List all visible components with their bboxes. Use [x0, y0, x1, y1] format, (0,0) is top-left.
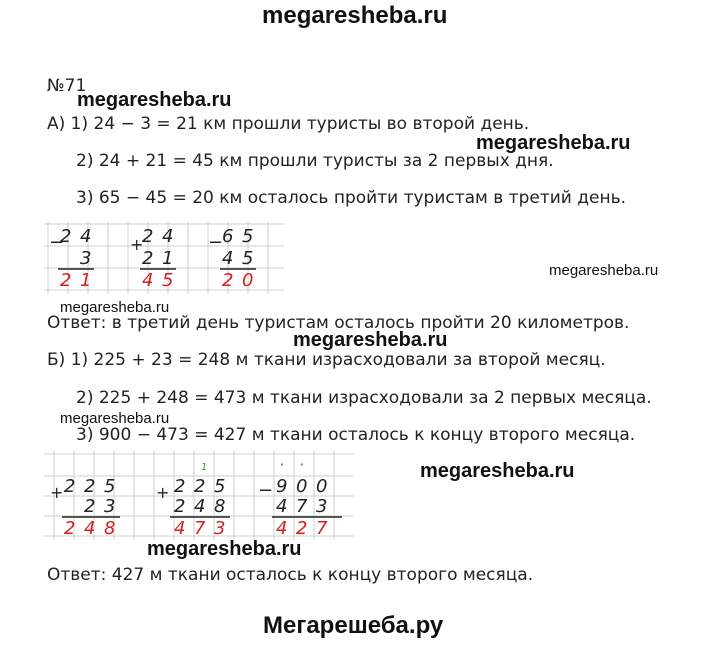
- result-digit: 2: [60, 270, 72, 291]
- digit: 0: [316, 476, 328, 497]
- digit: 2: [60, 226, 72, 247]
- part-a-step-2: 2) 24 + 21 = 45 км прошли туристы за 2 первых дня.: [76, 151, 554, 171]
- part-b-step-2: 2) 225 + 248 = 473 м ткани израсходовали за 2 первых месяца.: [76, 388, 652, 408]
- result-digit: 1: [80, 270, 92, 291]
- watermark: megaresheba.ru: [476, 132, 631, 154]
- digit: 7: [296, 496, 308, 517]
- result-digit: 8: [104, 518, 116, 539]
- part-a-step-3: 3) 65 − 45 = 20 км осталось пройти туристам в третий день.: [76, 188, 626, 208]
- digit: 5: [214, 476, 226, 497]
- part-a-answer: Ответ: в третий день туристам осталось пройти 20 километров.: [47, 313, 630, 333]
- digit: 1: [162, 248, 174, 269]
- part-b-step-3: 3) 900 − 473 = 427 м ткани осталось к концу второго месяца.: [76, 425, 636, 445]
- operator-minus: −: [258, 480, 274, 501]
- watermark: megaresheba.ru: [77, 89, 232, 111]
- problem-number: №71: [47, 76, 87, 96]
- digit: 2: [174, 476, 186, 497]
- result-digit: 4: [142, 270, 154, 291]
- operator-minus: −: [49, 232, 65, 253]
- digit: 0: [296, 476, 308, 497]
- result-digit: 7: [316, 518, 328, 539]
- result-digit: 4: [276, 518, 288, 539]
- digit: 3: [104, 496, 116, 517]
- digit: 9: [276, 476, 288, 497]
- result-digit: 2: [64, 518, 76, 539]
- result-digit: 2: [222, 270, 234, 291]
- operator-plus: +: [50, 483, 64, 502]
- digit: 5: [104, 476, 116, 497]
- digit: 4: [162, 226, 174, 247]
- operator-plus: +: [156, 483, 170, 502]
- digit: 3: [316, 496, 328, 517]
- operator-plus: +: [130, 235, 144, 254]
- watermark: megaresheba.ru: [60, 299, 170, 316]
- digit: 5: [242, 248, 254, 269]
- digit: 5: [242, 226, 254, 247]
- result-digit: 4: [174, 518, 186, 539]
- watermark: megaresheba.ru: [420, 460, 575, 482]
- digit: 2: [142, 226, 154, 247]
- digit: 2: [84, 496, 96, 517]
- result-digit: 4: [84, 518, 96, 539]
- result-digit: 3: [214, 518, 226, 539]
- part-a-step-1: А) 1) 24 − 3 = 21 км прошли туристы во второй день.: [47, 114, 530, 134]
- digit: 6: [222, 226, 234, 247]
- digit: 4: [194, 496, 206, 517]
- digit: 4: [276, 496, 288, 517]
- carry-digit: 1: [201, 462, 208, 473]
- digit: 3: [80, 248, 92, 269]
- watermark: megaresheba.ru: [293, 329, 448, 351]
- watermark: megaresheba.ru: [147, 538, 302, 560]
- digit: 4: [80, 226, 92, 247]
- digit: 8: [214, 496, 226, 517]
- operator-minus: −: [208, 232, 224, 253]
- borrow-dot: ·: [279, 455, 285, 474]
- site-header: megaresheba.ru: [262, 2, 448, 29]
- watermark: megaresheba.ru: [549, 262, 659, 279]
- digit: 2: [174, 496, 186, 517]
- site-footer: Мегарешеба.ру: [263, 612, 444, 639]
- result-digit: 7: [194, 518, 206, 539]
- borrow-dot: ·: [299, 455, 305, 474]
- result-digit: 0: [242, 270, 254, 291]
- part-b-calculations: [44, 450, 354, 540]
- digit: 2: [84, 476, 96, 497]
- part-b-step-1: Б) 1) 225 + 23 = 248 м ткани израсходовали за второй месяц.: [47, 350, 606, 370]
- digit: 2: [142, 248, 154, 269]
- part-b-answer: Ответ: 427 м ткани осталось к концу второго месяца.: [47, 565, 534, 585]
- digit: 4: [222, 248, 234, 269]
- part-a-calculations: [44, 222, 284, 294]
- result-digit: 5: [162, 270, 174, 291]
- digit: 2: [194, 476, 206, 497]
- watermark: megaresheba.ru: [60, 410, 170, 427]
- result-digit: 2: [296, 518, 308, 539]
- digit: 2: [64, 476, 76, 497]
